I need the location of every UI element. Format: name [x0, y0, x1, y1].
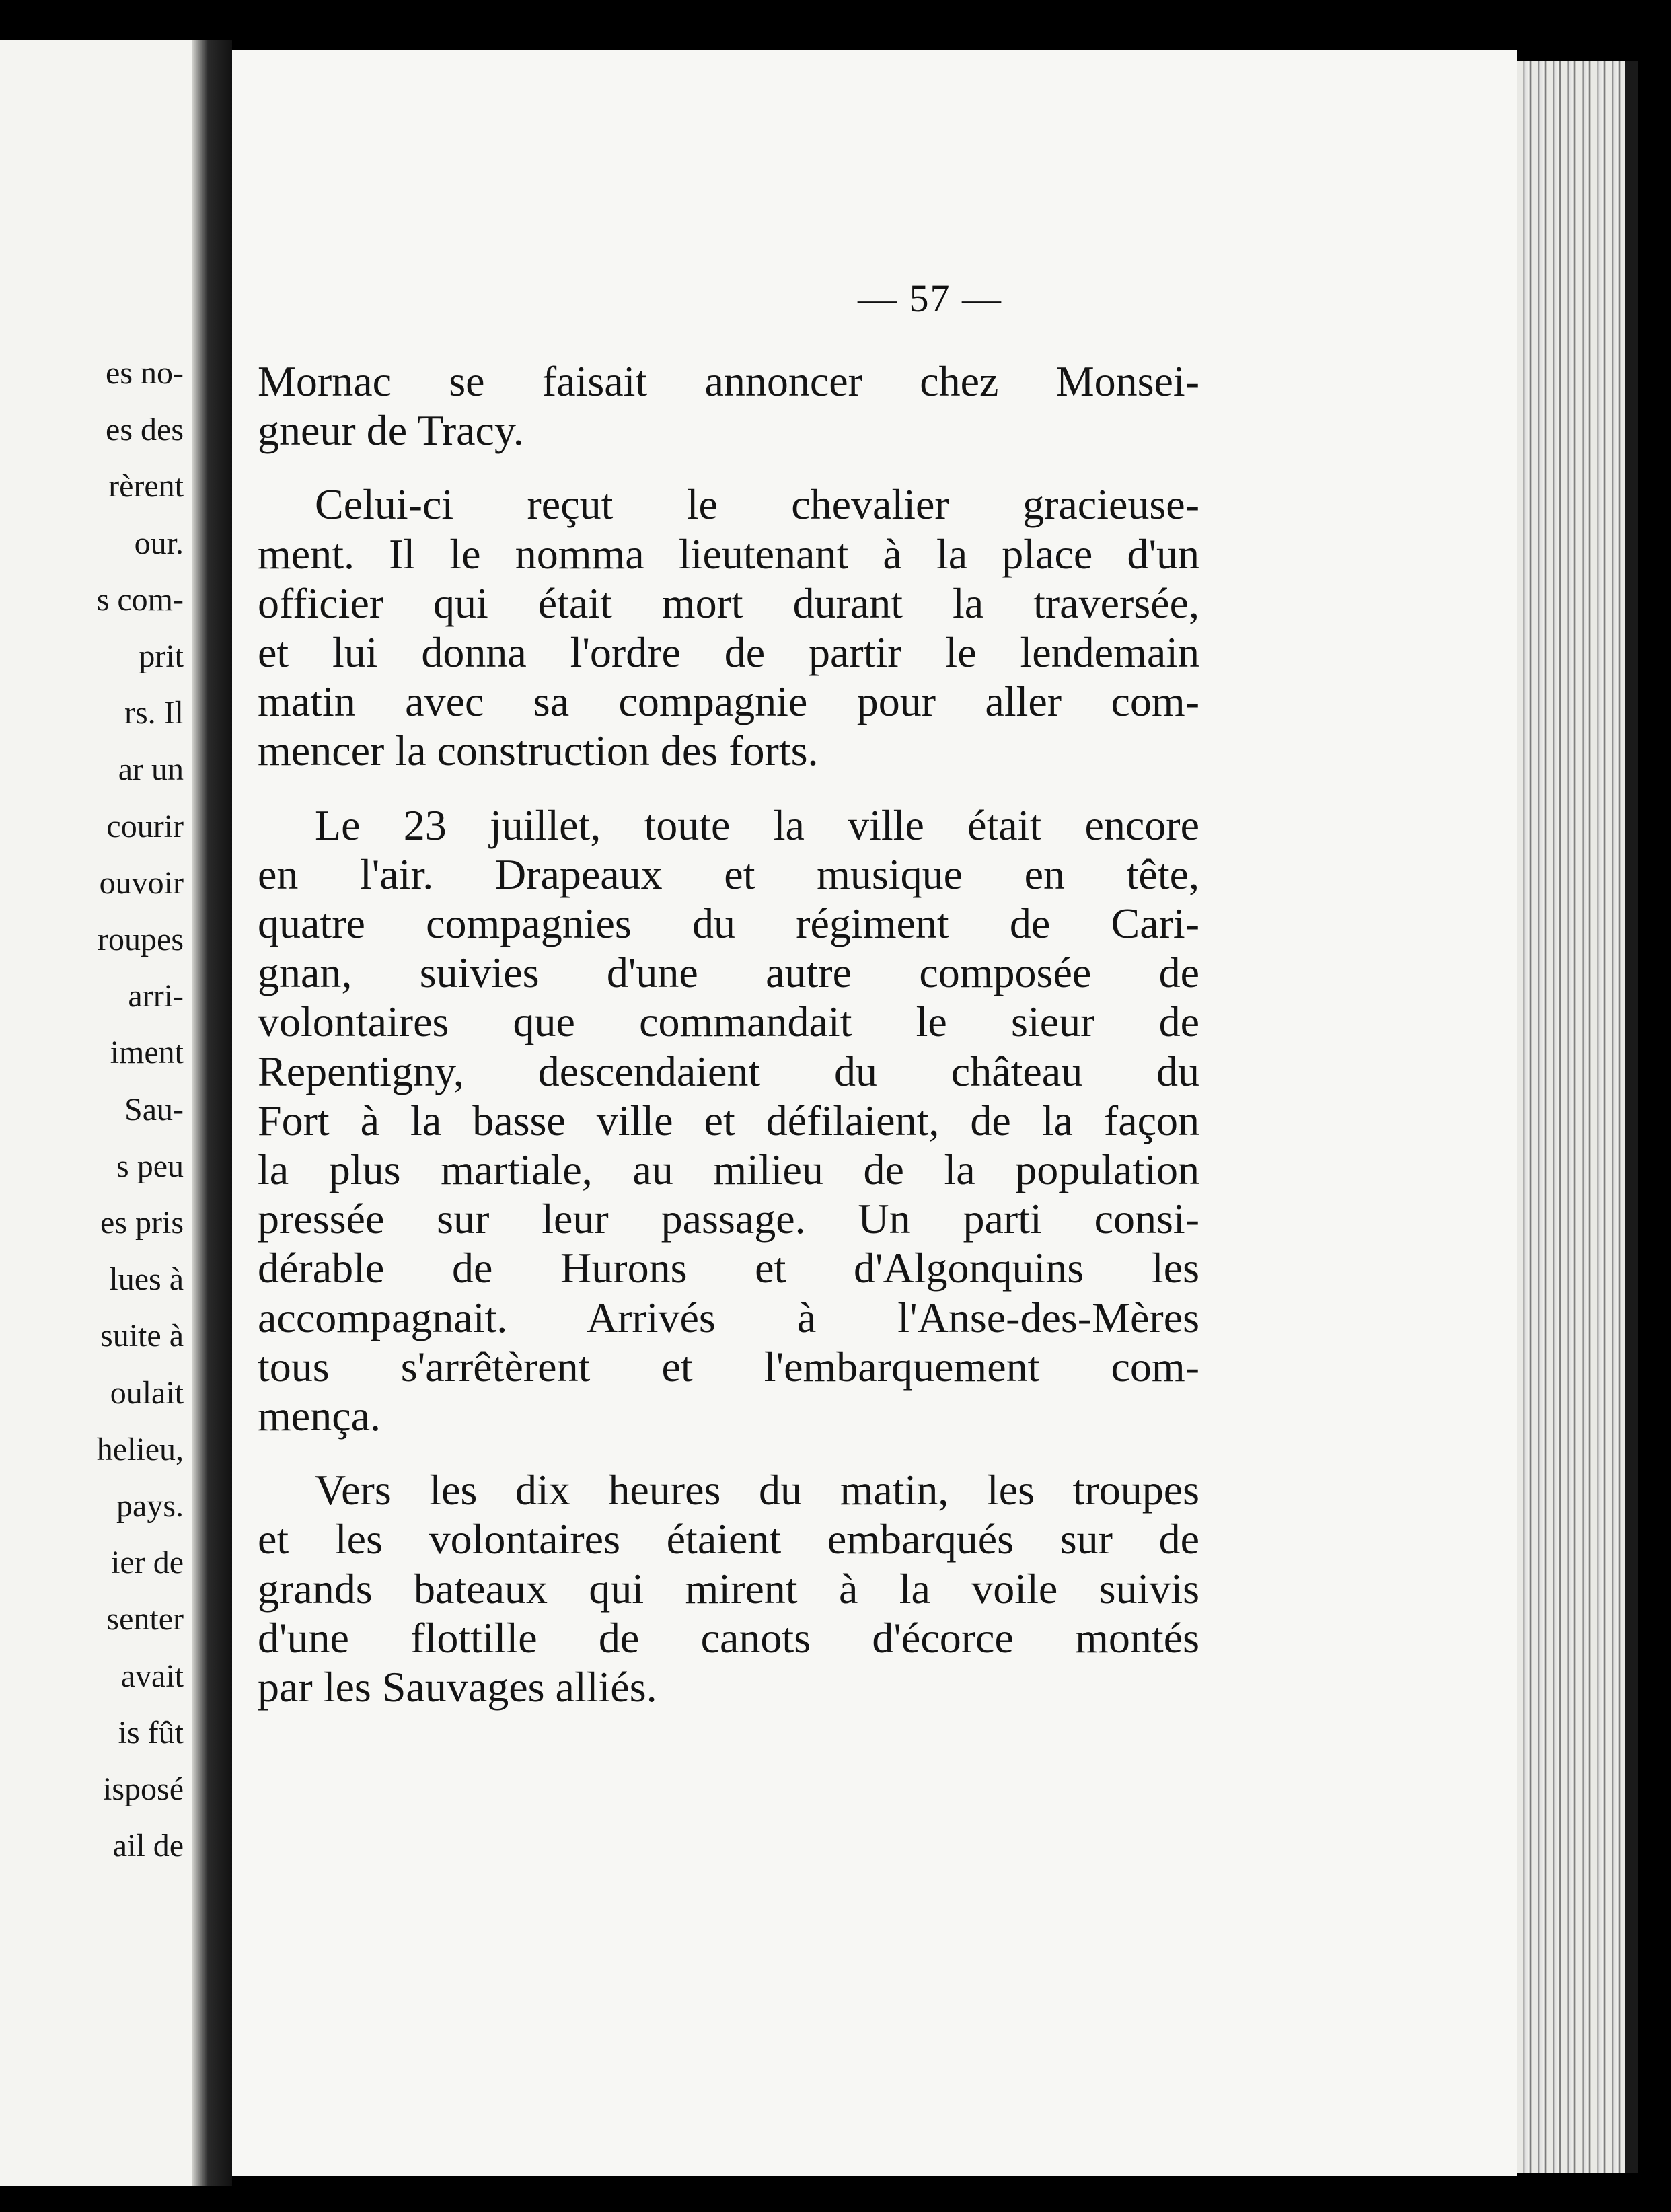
book-edge-shadow — [1625, 61, 1638, 2173]
left-page-line: isposé — [103, 1771, 184, 1807]
left-page-line: rèrent — [108, 468, 184, 505]
left-page-line: courir — [106, 808, 184, 844]
left-page-line: helieu, — [96, 1431, 184, 1467]
text-line: Celui-ci reçut le chevalier gracieuse- — [315, 480, 1199, 529]
text-line: tous s'arrêtèrent et l'embarquement com- — [258, 1342, 1199, 1391]
text-line: gnan, suivies d'une autre composée de — [258, 949, 1199, 997]
left-page-line: Sau- — [124, 1091, 184, 1128]
left-page-line: our. — [134, 525, 184, 561]
text-line: grands bateaux qui mirent à la voile suivis — [258, 1564, 1199, 1613]
left-page-line: prit — [139, 638, 184, 674]
text-line: par les Sauvages alliés. — [258, 1663, 657, 1711]
text-line: officier qui était mort durant la traversée, — [258, 579, 1199, 627]
text-line: volontaires que commandait le sieur de — [258, 998, 1199, 1046]
left-page-line: s peu — [116, 1148, 184, 1184]
text-line: et lui donna l'ordre de partir le lendemain — [258, 628, 1199, 677]
paragraph — [258, 480, 1199, 775]
text-line: matin avec sa compagnie pour aller com- — [258, 677, 1199, 726]
text-line: gneur de Tracy. — [258, 406, 524, 455]
left-page-line: ouvoir — [99, 864, 184, 901]
left-page-line: es no- — [106, 355, 184, 391]
paragraph — [258, 801, 1199, 1441]
left-page-line: arri- — [128, 978, 184, 1015]
main-page — [232, 50, 1517, 2176]
text-line: accompagnait. Arrivés à l'Anse-des-Mères — [258, 1293, 1199, 1341]
left-page-line: rs. Il — [124, 695, 184, 731]
left-facing-page — [0, 40, 192, 2186]
text-line: Repentigny, descendaient du château du — [258, 1047, 1199, 1095]
page-number: — 57 — — [858, 276, 1002, 320]
text-line: Le 23 juillet, toute la ville était encore — [315, 801, 1199, 849]
text-line: pressée sur leur passage. Un parti consi- — [258, 1195, 1199, 1243]
left-page-line: senter — [106, 1601, 184, 1637]
text-line: et les volontaires étaient embarqués sur de — [258, 1515, 1199, 1563]
text-line: quatre compagnies du régiment de Cari- — [258, 899, 1199, 948]
text-line: dérable de Hurons et d'Algonquins les — [258, 1244, 1199, 1292]
left-page-line: s com- — [96, 581, 184, 618]
left-page-line: suite à — [100, 1318, 184, 1354]
left-page-line: roupes — [98, 922, 184, 957]
left-page-line: ier de — [111, 1545, 184, 1581]
text-line: Vers les dix heures du matin, les troupes — [315, 1466, 1199, 1514]
left-page-line: ar un — [118, 751, 184, 788]
page-text — [258, 357, 1199, 1736]
left-page-line: avait — [120, 1658, 184, 1694]
text-line: Fort à la basse ville et défilaient, de la façon — [258, 1096, 1199, 1144]
paragraph — [258, 1465, 1199, 1711]
text-line: d'une flottille de canots d'écorce montés — [258, 1613, 1199, 1662]
paragraph — [258, 357, 1199, 455]
page-edges — [1517, 61, 1625, 2173]
left-page-line: pays. — [116, 1488, 184, 1524]
text-line: ment. Il le nomma lieutenant à la place d'un — [258, 529, 1199, 578]
left-page-line: ail de — [112, 1828, 184, 1864]
left-page-line: es pris — [100, 1205, 184, 1241]
text-line: Mornac se faisait annoncer chez Monsei- — [258, 357, 1199, 405]
left-page-line: es des — [106, 412, 184, 448]
left-page-line: lues à — [109, 1261, 184, 1298]
left-page-line: iment — [110, 1035, 184, 1071]
left-page-line: oulait — [110, 1374, 184, 1411]
text-line: la plus martiale, au milieu de la population — [258, 1146, 1199, 1194]
text-line: mencer la construction des forts. — [258, 727, 819, 775]
text-line: en l'air. Drapeaux et musique en tête, — [258, 850, 1199, 898]
text-line: mença. — [258, 1392, 381, 1440]
book-gutter — [192, 40, 232, 2186]
left-page-line: is fût — [118, 1714, 184, 1750]
